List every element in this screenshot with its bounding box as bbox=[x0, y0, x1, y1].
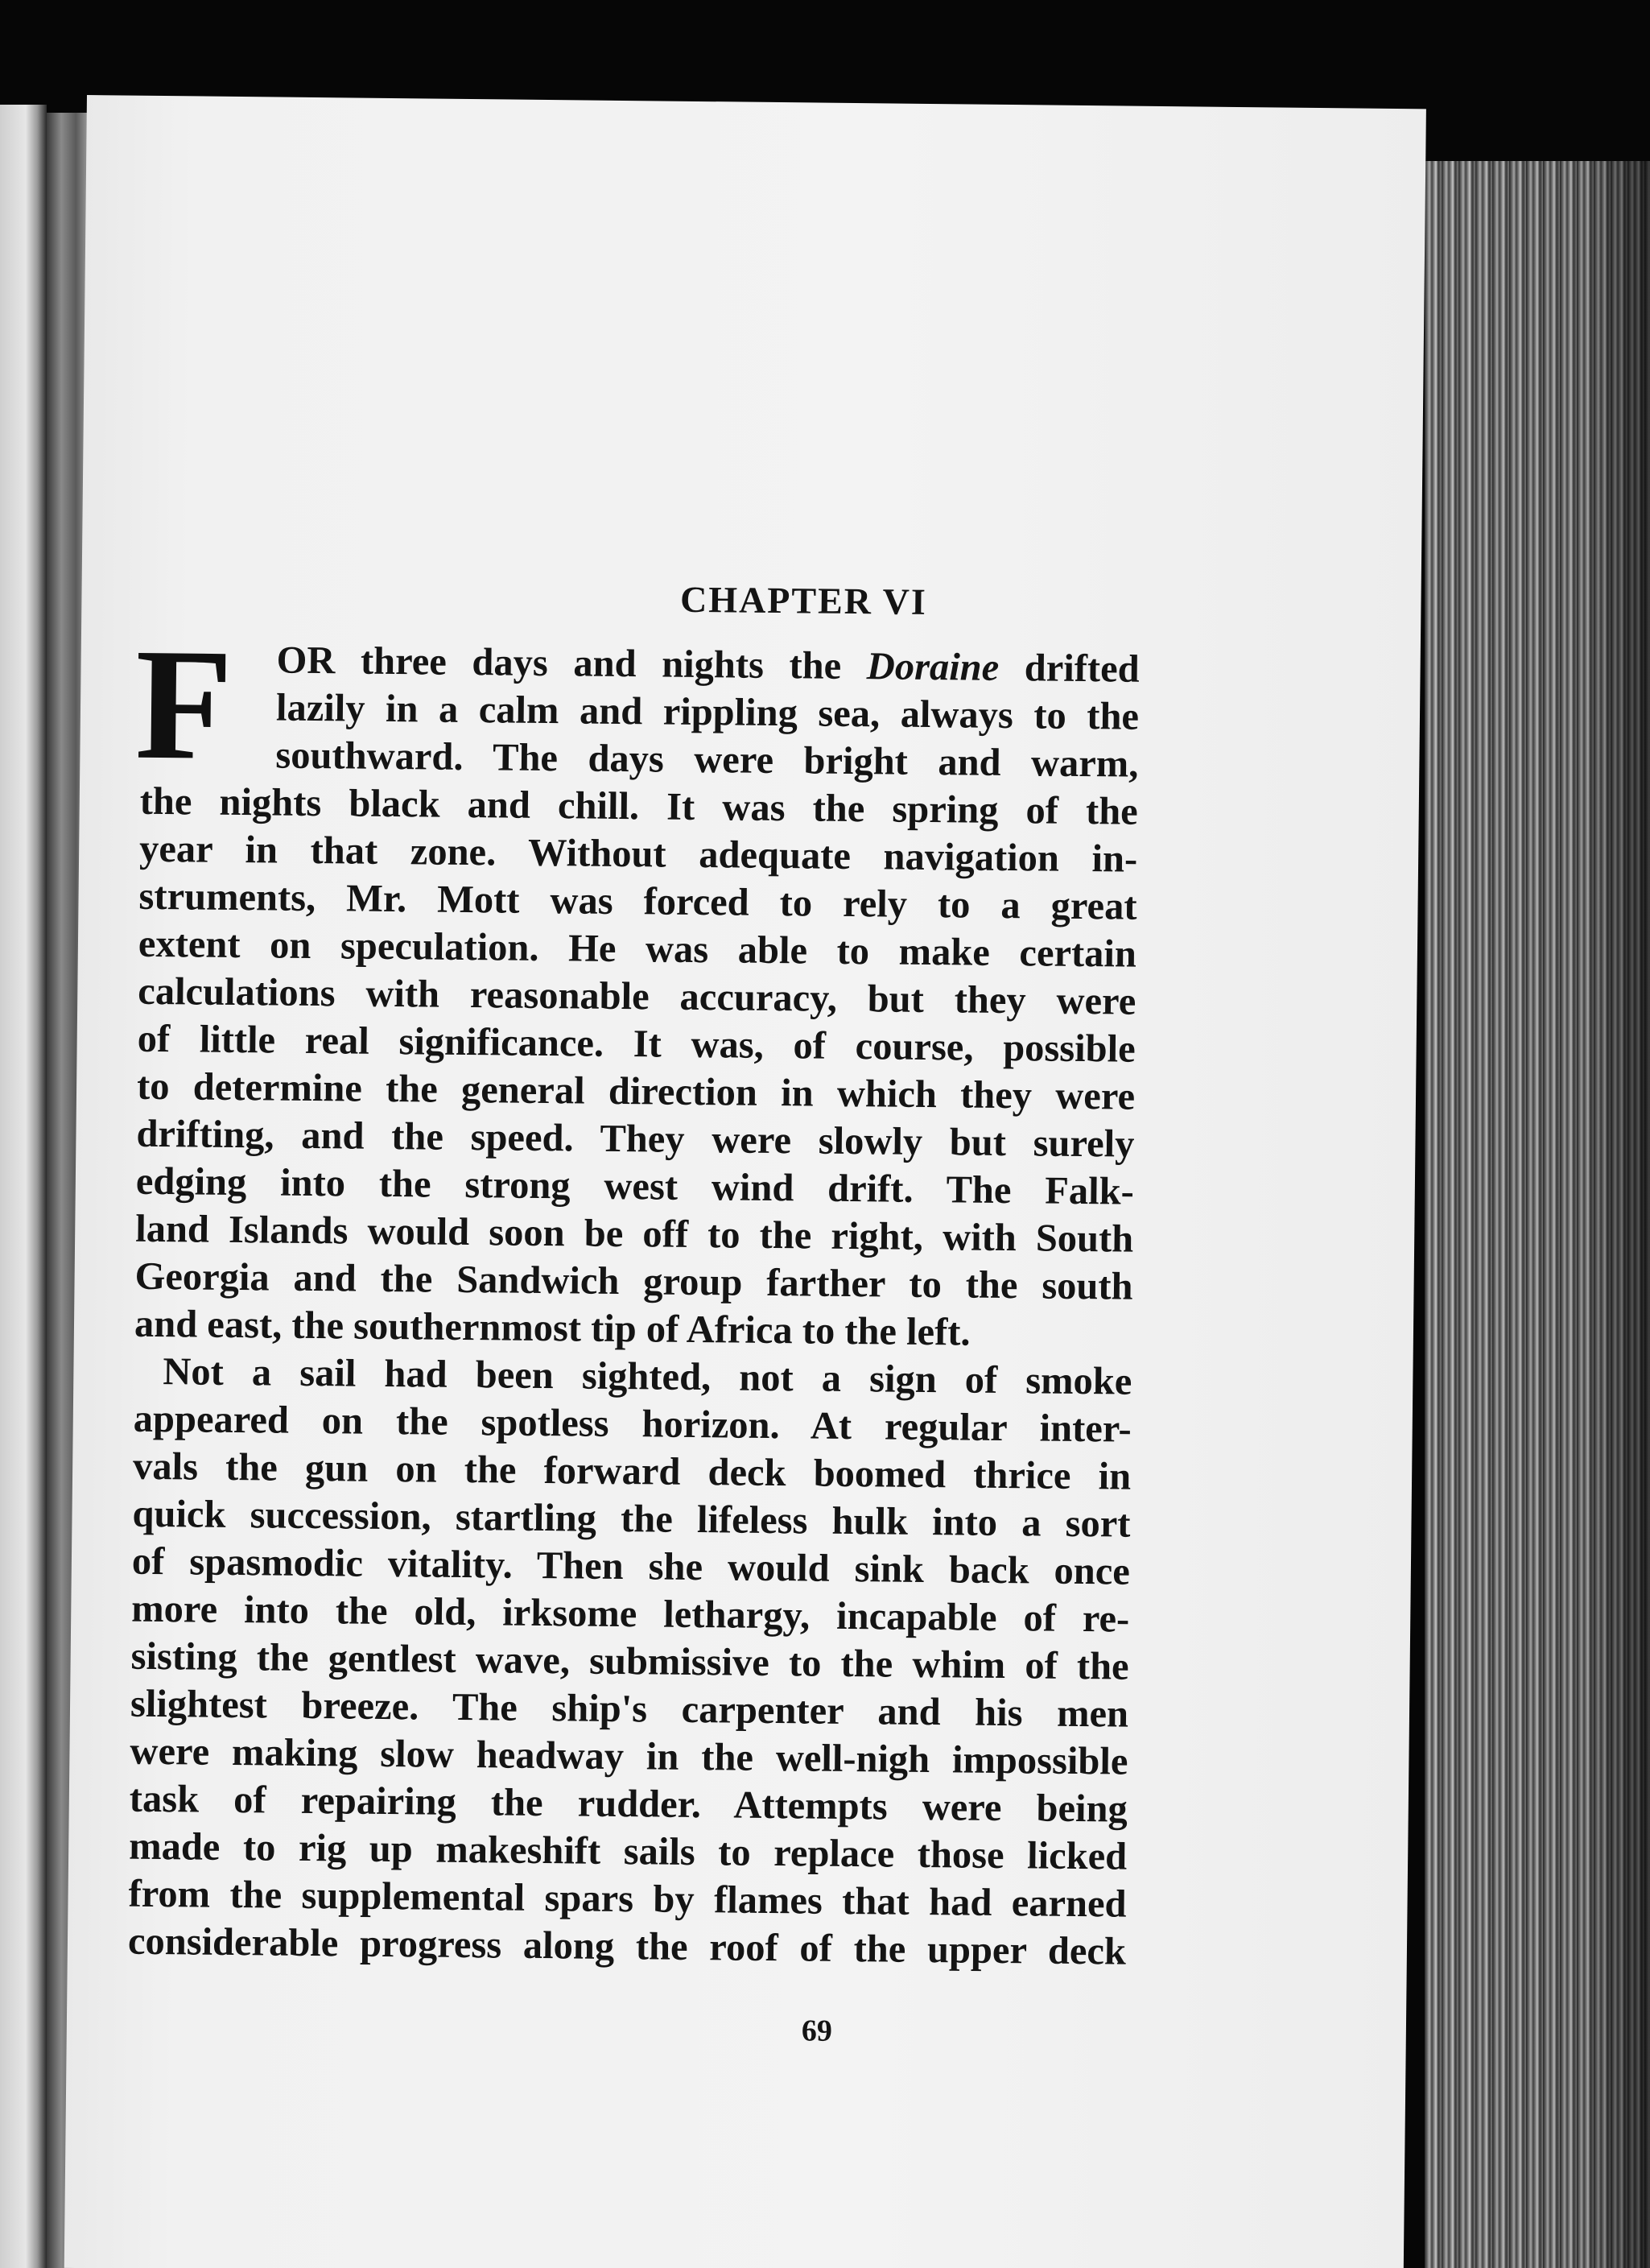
text-line: OR three days and nights the Doraine drifted bbox=[276, 638, 1140, 691]
text-line: calculations with reasonable accuracy, but they were bbox=[138, 969, 1136, 1023]
text-line: and east, the southernmost tip of Africa to the left. bbox=[134, 1302, 971, 1354]
text-line: year in that zone. Without adequate navigation in- bbox=[138, 827, 1138, 881]
text-line: struments, Mr. Mott was forced to rely to a great bbox=[138, 874, 1137, 928]
text-line: drifting, and the speed. They were slowly but surely bbox=[136, 1112, 1135, 1166]
text-line: of spasmodic vitality. Then she would sink back once bbox=[131, 1539, 1131, 1593]
page-stack-edges bbox=[1425, 161, 1650, 2268]
text-line: slightest breeze. The ship's carpenter and his men bbox=[130, 1682, 1129, 1736]
text-line: land Islands would soon be off to the right, with South bbox=[134, 1207, 1134, 1261]
text-line: the nights black and chill. It was the spring of the bbox=[139, 779, 1139, 833]
text-line: to determine the general direction in which they were bbox=[136, 1064, 1136, 1118]
text-line: Georgia and the Sandwich group farther to the south bbox=[134, 1254, 1133, 1308]
text-line: from the supplemental spars by flames that had earned bbox=[128, 1872, 1127, 1926]
text-line: vals the gun on the forward deck boomed thrice in bbox=[132, 1444, 1132, 1498]
ship-name: Doraine bbox=[866, 645, 1000, 689]
text-line: quick succession, startling the lifeless hulk into a sort bbox=[132, 1492, 1131, 1546]
page-text-block bbox=[64, 95, 1426, 2268]
text-line: more into the old, irksome lethargy, incapable of re- bbox=[131, 1587, 1130, 1641]
text-line: of little real significance. It was, of course, possible bbox=[137, 1017, 1136, 1071]
facing-page-edge bbox=[0, 105, 47, 2268]
text-line: Not a sail had been sighted, not a sign of smoke bbox=[163, 1350, 1132, 1403]
text-line: edging into the strong west wind drift. The Falk- bbox=[135, 1159, 1135, 1213]
text-line: considerable progress along the roof of the upper deck bbox=[127, 1919, 1127, 1973]
text-line: were making slow headway in the well-nigh impossible bbox=[130, 1729, 1128, 1783]
text-line: task of repairing the rudder. Attempts were being bbox=[129, 1777, 1128, 1831]
text-line: made to rig up makeshift sails to replace those licked bbox=[128, 1824, 1128, 1878]
book-page bbox=[64, 95, 1426, 2268]
text-line: lazily in a calm and rippling sea, always to the bbox=[275, 686, 1140, 738]
text-line: southward. The days were bright and warm, bbox=[275, 733, 1139, 786]
drop-cap: F bbox=[134, 615, 234, 793]
text-line: sisting the gentlest wave, submissive to the whim of the bbox=[130, 1634, 1129, 1688]
chapter-title: CHAPTER VI bbox=[679, 578, 928, 622]
page-number: 69 bbox=[801, 2014, 833, 2048]
text-line: extent on speculation. He was able to make certain bbox=[138, 922, 1137, 976]
body-text bbox=[127, 615, 1140, 1976]
text-line: appeared on the spotless horizon. At regular inter- bbox=[133, 1397, 1132, 1451]
